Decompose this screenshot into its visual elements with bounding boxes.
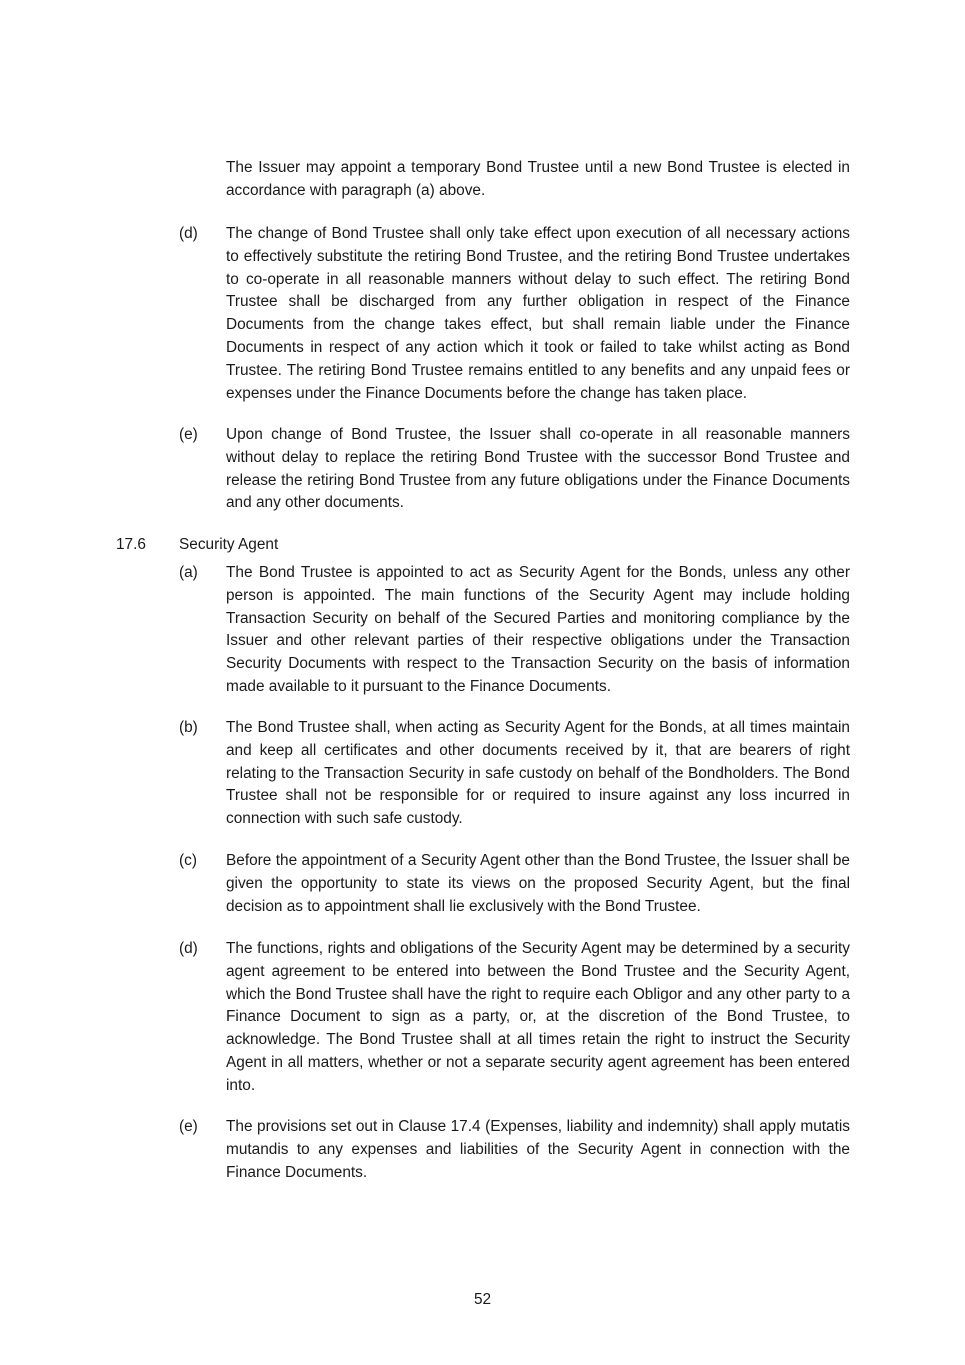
section-title: Security Agent <box>179 536 279 553</box>
clause-17-5-e-text: Upon change of Bond Trustee, the Issuer shall co-operate in all reasonable manners without delay to replace the retiring Bond Trustee with the successor Bond Trustee and release the retiring Bond Trustee from any future obligations under the Finance Documents and any other documents. <box>226 426 850 512</box>
clause-17-6-b-label: (b) <box>179 719 198 736</box>
clause-17-6-a-label: (a) <box>179 564 198 581</box>
section-number: 17.6 <box>116 536 146 553</box>
intro-paragraph: The Issuer may appoint a temporary Bond Trustee until a new Bond Trustee is elected in accordance with paragraph (a) above. <box>226 159 850 199</box>
clause-17-6-e-text: The provisions set out in Clause 17.4 (Expenses, liability and indemnity) shall apply mutatis mutandis to any expenses and liabilities of the Security Agent in connection with the Finance Documents. <box>226 1118 850 1181</box>
page-number: 52 <box>473 1291 492 1308</box>
clause-17-6-c-text: Before the appointment of a Security Agent other than the Bond Trustee, the Issuer shall be given the opportunity to state its views on the proposed Security Agent, but the final decision as to appointment shall lie exclusively with the Bond Trustee. <box>226 852 850 915</box>
clause-17-6-a-text: The Bond Trustee is appointed to act as Security Agent for the Bonds, unless any other person is appointed. The main functions of the Security Agent may include holding Transaction Security on behalf of the Secured Parties and monitoring compliance by the Issuer and other relevant parties of their respective obligations under the Transaction Security Documents with respect to the Transaction Security on the basis of information made available to it pursuant to the Finance Documents. <box>226 564 850 695</box>
clause-17-6-d-text: The functions, rights and obligations of the Security Agent may be determined by a security agent agreement to be entered into between the Bond Trustee and the Security Agent, which the Bond Trustee shall have the right to require each Obligor and any other party to a Finance Document to sign as a party, or, at the discretion of the Bond Trustee, to acknowledge. The Bond Trustee shall at all times retain the right to instruct the Security Agent in all matters, whether or not a separate security agent agreement has been entered into. <box>226 940 850 1094</box>
clause-17-5-e-label: (e) <box>179 426 198 443</box>
clause-17-6-b-text: The Bond Trustee shall, when acting as Security Agent for the Bonds, at all times maintain and keep all certificates and other documents received by it, that are bearers of right relating to the Transaction Security in safe custody on behalf of the Bondholders. The Bond Trustee shall not be responsible for or required to insure against any loss incurred in connection with such safe custody. <box>226 719 850 828</box>
clause-17-6-e-label: (e) <box>179 1118 198 1135</box>
clause-17-5-d-text: The change of Bond Trustee shall only take effect upon execution of all necessary actions to effectively substitute the retiring Bond Trustee, and the retiring Bond Trustee undertakes to co-operate in all reasonable manners without delay to such effect. The retiring Bond Trustee shall be discharged from any further obligation in respect of the Finance Documents from the change takes effect, but shall remain liable under the Finance Documents in respect of any action which it took or failed to take whilst acting as Bond Trustee. The retiring Bond Trustee remains entitled to any benefits and any unpaid fees or expenses under the Finance Documents before the change has taken place. <box>226 225 850 402</box>
clause-17-6-c-label: (c) <box>179 852 197 869</box>
clause-17-6-d-label: (d) <box>179 940 198 957</box>
clause-17-5-d-label: (d) <box>179 225 198 242</box>
